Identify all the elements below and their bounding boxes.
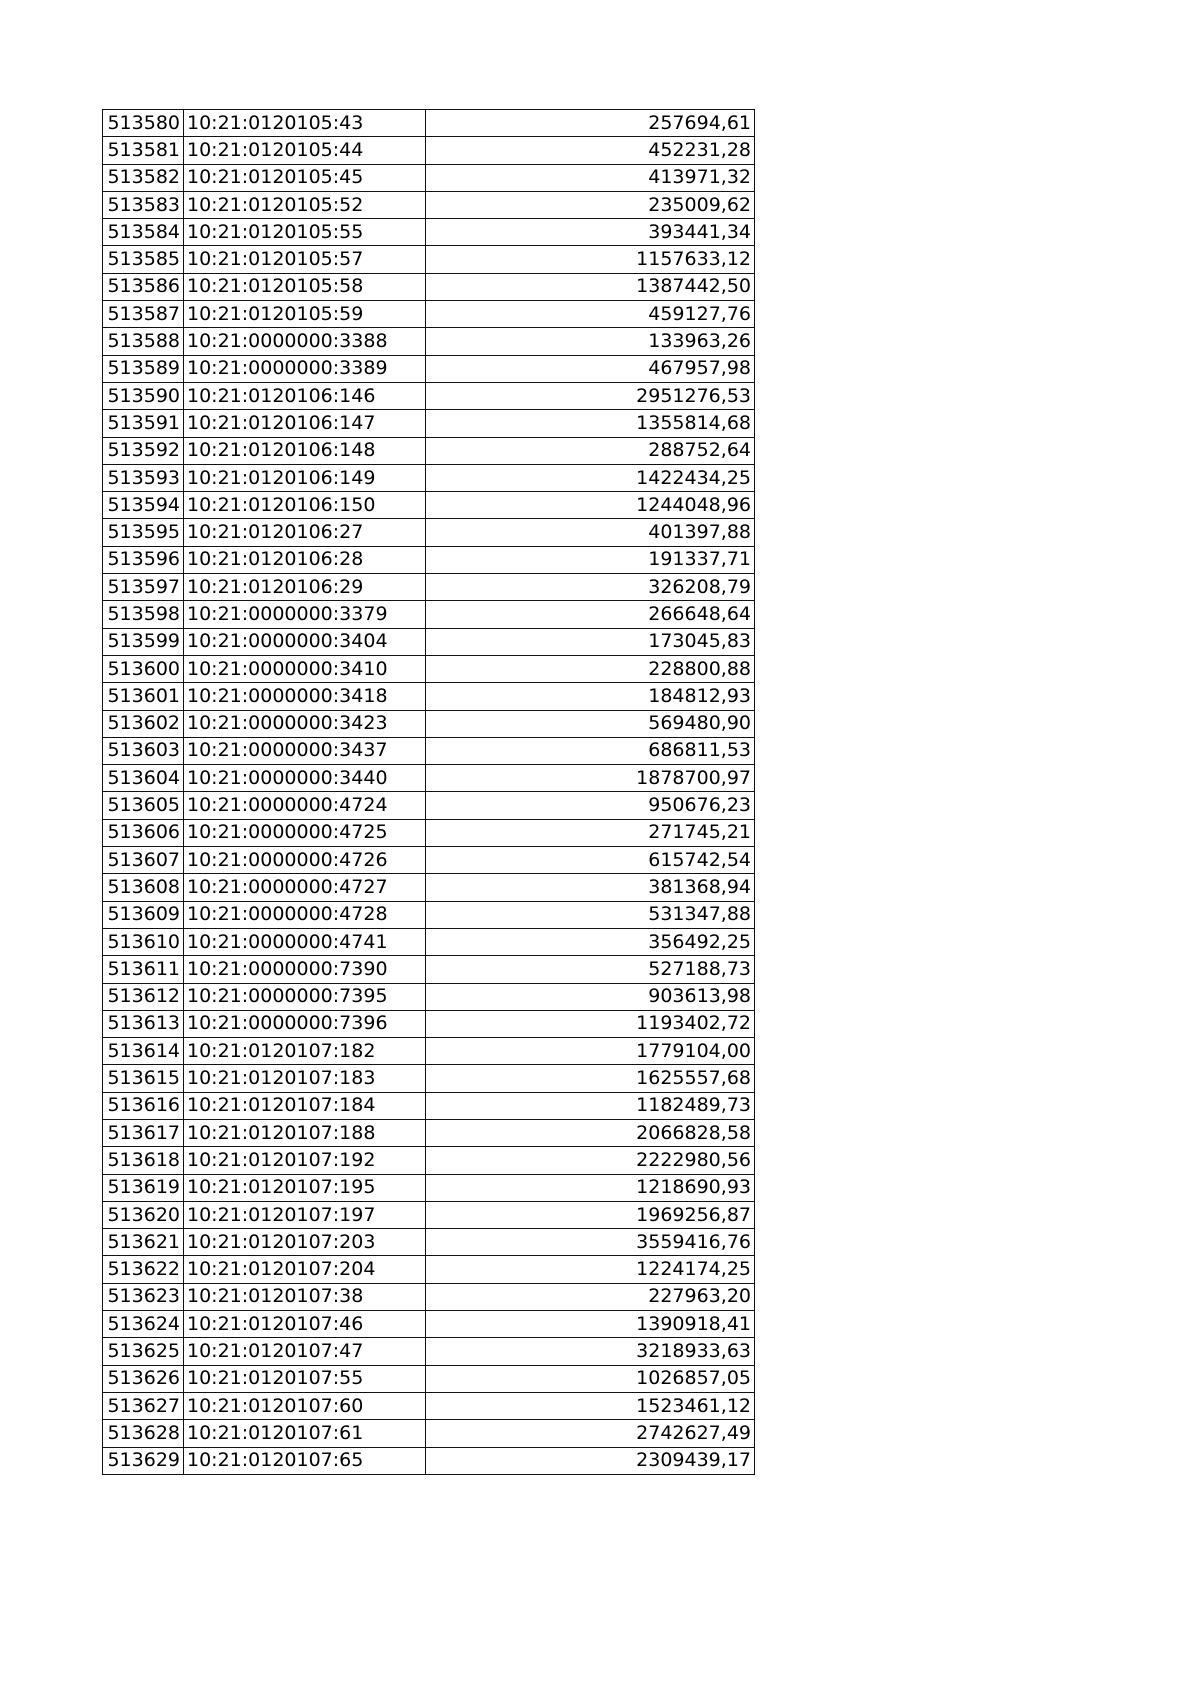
row-id-cell: 513593 [103,464,184,491]
cadastral-number-cell: 10:21:0120107:60 [184,1392,426,1419]
table-row [103,246,755,273]
value-cell: 1224174,25 [426,1256,755,1283]
table-row [103,1119,755,1146]
row-id-cell: 513624 [103,1311,184,1338]
row-id-cell: 513597 [103,574,184,601]
cadastral-number-cell: 10:21:0000000:3440 [184,765,426,792]
cadastral-number-cell: 10:21:0120106:147 [184,410,426,437]
value-cell: 569480,90 [426,710,755,737]
value-cell: 527188,73 [426,956,755,983]
cadastral-number-cell: 10:21:0120107:38 [184,1283,426,1310]
table-row [103,519,755,546]
value-cell: 271745,21 [426,819,755,846]
value-cell: 3559416,76 [426,1229,755,1256]
row-id-cell: 513584 [103,219,184,246]
table-row [103,574,755,601]
value-cell: 459127,76 [426,301,755,328]
table-row [103,765,755,792]
cadastral-number-cell: 10:21:0000000:4725 [184,819,426,846]
row-id-cell: 513580 [103,110,184,137]
value-cell: 227963,20 [426,1283,755,1310]
row-id-cell: 513628 [103,1420,184,1447]
row-id-cell: 513611 [103,956,184,983]
table-row [103,137,755,164]
table-row [103,382,755,409]
row-id-cell: 513590 [103,382,184,409]
row-id-cell: 513609 [103,901,184,928]
value-cell: 356492,25 [426,928,755,955]
table-row [103,628,755,655]
table-row [103,1092,755,1119]
value-cell: 1390918,41 [426,1311,755,1338]
value-cell: 1157633,12 [426,246,755,273]
cadastral-number-cell: 10:21:0000000:7390 [184,956,426,983]
row-id-cell: 513621 [103,1229,184,1256]
value-cell: 467957,98 [426,355,755,382]
table-row [103,792,755,819]
table-row [103,546,755,573]
value-cell: 452231,28 [426,137,755,164]
table-row [103,956,755,983]
cadastral-number-cell: 10:21:0120107:195 [184,1174,426,1201]
table-row [103,1283,755,1310]
table-row [103,437,755,464]
row-id-cell: 513613 [103,1010,184,1037]
value-cell: 228800,88 [426,655,755,682]
row-id-cell: 513602 [103,710,184,737]
row-id-cell: 513607 [103,847,184,874]
row-id-cell: 513617 [103,1119,184,1146]
cadastral-number-cell: 10:21:0000000:3389 [184,355,426,382]
row-id-cell: 513629 [103,1447,184,1474]
cadastral-number-cell: 10:21:0000000:3437 [184,737,426,764]
row-id-cell: 513622 [103,1256,184,1283]
table-row [103,328,755,355]
table-row [103,1174,755,1201]
cadastral-number-cell: 10:21:0120107:204 [184,1256,426,1283]
value-cell: 326208,79 [426,574,755,601]
cadastral-number-cell: 10:21:0120107:65 [184,1447,426,1474]
value-cell: 2309439,17 [426,1447,755,1474]
value-cell: 401397,88 [426,519,755,546]
row-id-cell: 513595 [103,519,184,546]
table-row [103,191,755,218]
value-cell: 173045,83 [426,628,755,655]
table-row [103,492,755,519]
value-cell: 686811,53 [426,737,755,764]
row-id-cell: 513596 [103,546,184,573]
table-row [103,273,755,300]
row-id-cell: 513627 [103,1392,184,1419]
value-cell: 1387442,50 [426,273,755,300]
cadastral-number-cell: 10:21:0120107:203 [184,1229,426,1256]
row-id-cell: 513612 [103,983,184,1010]
value-cell: 288752,64 [426,437,755,464]
table-row [103,710,755,737]
cadastral-number-cell: 10:21:0120105:59 [184,301,426,328]
row-id-cell: 513592 [103,437,184,464]
table-row [103,1229,755,1256]
value-cell: 1878700,97 [426,765,755,792]
cadastral-number-cell: 10:21:0000000:3410 [184,655,426,682]
table-row [103,1201,755,1228]
cadastral-number-cell: 10:21:0120106:148 [184,437,426,464]
cadastral-number-cell: 10:21:0000000:4727 [184,874,426,901]
cadastral-number-cell: 10:21:0120105:52 [184,191,426,218]
value-cell: 133963,26 [426,328,755,355]
table-row [103,1010,755,1037]
value-cell: 2222980,56 [426,1147,755,1174]
row-id-cell: 513610 [103,928,184,955]
table-row [103,110,755,137]
value-cell: 191337,71 [426,546,755,573]
row-id-cell: 513623 [103,1283,184,1310]
table-row [103,1447,755,1474]
table-row [103,1065,755,1092]
cadastral-number-cell: 10:21:0120105:43 [184,110,426,137]
row-id-cell: 513586 [103,273,184,300]
table-row [103,1338,755,1365]
table-row [103,683,755,710]
row-id-cell: 513582 [103,164,184,191]
table-row [103,1392,755,1419]
cadastral-number-cell: 10:21:0000000:3404 [184,628,426,655]
value-cell: 531347,88 [426,901,755,928]
value-cell: 257694,61 [426,110,755,137]
row-id-cell: 513587 [103,301,184,328]
cadastral-number-cell: 10:21:0120107:183 [184,1065,426,1092]
value-cell: 903613,98 [426,983,755,1010]
value-cell: 184812,93 [426,683,755,710]
value-cell: 950676,23 [426,792,755,819]
cadastral-number-cell: 10:21:0120105:44 [184,137,426,164]
table-row [103,464,755,491]
cadastral-number-cell: 10:21:0120107:47 [184,1338,426,1365]
cadastral-number-cell: 10:21:0000000:4724 [184,792,426,819]
table-row [103,1147,755,1174]
cadastral-number-cell: 10:21:0120107:46 [184,1311,426,1338]
row-id-cell: 513608 [103,874,184,901]
value-cell: 393441,34 [426,219,755,246]
value-cell: 1969256,87 [426,1201,755,1228]
table-row [103,901,755,928]
table-row [103,219,755,246]
cadastral-number-cell: 10:21:0000000:3388 [184,328,426,355]
row-id-cell: 513591 [103,410,184,437]
cadastral-number-cell: 10:21:0120107:197 [184,1201,426,1228]
value-cell: 1355814,68 [426,410,755,437]
data-table [102,109,755,1475]
row-id-cell: 513605 [103,792,184,819]
value-cell: 266648,64 [426,601,755,628]
value-cell: 413971,32 [426,164,755,191]
table-row [103,847,755,874]
row-id-cell: 513598 [103,601,184,628]
table-row [103,1256,755,1283]
cadastral-number-cell: 10:21:0120106:27 [184,519,426,546]
table-row [103,737,755,764]
value-cell: 2066828,58 [426,1119,755,1146]
cadastral-number-cell: 10:21:0120107:188 [184,1119,426,1146]
row-id-cell: 513625 [103,1338,184,1365]
value-cell: 1182489,73 [426,1092,755,1119]
cadastral-number-cell: 10:21:0120106:150 [184,492,426,519]
table-row [103,874,755,901]
value-cell: 1218690,93 [426,1174,755,1201]
cadastral-number-cell: 10:21:0120107:61 [184,1420,426,1447]
value-cell: 3218933,63 [426,1338,755,1365]
table-row [103,1420,755,1447]
value-cell: 1422434,25 [426,464,755,491]
cadastral-number-cell: 10:21:0120105:55 [184,219,426,246]
value-cell: 1244048,96 [426,492,755,519]
row-id-cell: 513603 [103,737,184,764]
row-id-cell: 513606 [103,819,184,846]
cadastral-number-cell: 10:21:0000000:4728 [184,901,426,928]
cadastral-number-cell: 10:21:0000000:4741 [184,928,426,955]
row-id-cell: 513588 [103,328,184,355]
table-row [103,164,755,191]
table-row [103,819,755,846]
row-id-cell: 513581 [103,137,184,164]
row-id-cell: 513626 [103,1365,184,1392]
row-id-cell: 513599 [103,628,184,655]
table-row [103,983,755,1010]
cadastral-number-cell: 10:21:0000000:3379 [184,601,426,628]
row-id-cell: 513620 [103,1201,184,1228]
row-id-cell: 513618 [103,1147,184,1174]
table-row [103,1311,755,1338]
row-id-cell: 513619 [103,1174,184,1201]
value-cell: 1779104,00 [426,1038,755,1065]
row-id-cell: 513615 [103,1065,184,1092]
cadastral-number-cell: 10:21:0120105:58 [184,273,426,300]
value-cell: 235009,62 [426,191,755,218]
value-cell: 615742,54 [426,847,755,874]
cadastral-number-cell: 10:21:0120107:184 [184,1092,426,1119]
table-row [103,1038,755,1065]
cadastral-number-cell: 10:21:0120105:45 [184,164,426,191]
row-id-cell: 513589 [103,355,184,382]
row-id-cell: 513614 [103,1038,184,1065]
table-row [103,410,755,437]
cadastral-number-cell: 10:21:0000000:7396 [184,1010,426,1037]
cadastral-number-cell: 10:21:0120107:55 [184,1365,426,1392]
cadastral-number-cell: 10:21:0120105:57 [184,246,426,273]
table-row [103,928,755,955]
row-id-cell: 513601 [103,683,184,710]
cadastral-number-cell: 10:21:0000000:3418 [184,683,426,710]
value-cell: 2951276,53 [426,382,755,409]
cadastral-number-cell: 10:21:0000000:4726 [184,847,426,874]
value-cell: 1026857,05 [426,1365,755,1392]
cadastral-number-cell: 10:21:0120106:146 [184,382,426,409]
row-id-cell: 513600 [103,655,184,682]
cadastral-number-cell: 10:21:0120107:182 [184,1038,426,1065]
cadastral-number-cell: 10:21:0120106:28 [184,546,426,573]
row-id-cell: 513585 [103,246,184,273]
table-body [103,110,755,1475]
table-row [103,355,755,382]
table-row [103,655,755,682]
value-cell: 381368,94 [426,874,755,901]
cadastral-number-cell: 10:21:0120106:29 [184,574,426,601]
value-cell: 1625557,68 [426,1065,755,1092]
value-cell: 2742627,49 [426,1420,755,1447]
value-cell: 1523461,12 [426,1392,755,1419]
cadastral-number-cell: 10:21:0000000:7395 [184,983,426,1010]
table-row [103,301,755,328]
row-id-cell: 513604 [103,765,184,792]
table-row [103,1365,755,1392]
cadastral-number-cell: 10:21:0000000:3423 [184,710,426,737]
cadastral-number-cell: 10:21:0120107:192 [184,1147,426,1174]
value-cell: 1193402,72 [426,1010,755,1037]
table-row [103,601,755,628]
row-id-cell: 513616 [103,1092,184,1119]
row-id-cell: 513594 [103,492,184,519]
cadastral-number-cell: 10:21:0120106:149 [184,464,426,491]
row-id-cell: 513583 [103,191,184,218]
